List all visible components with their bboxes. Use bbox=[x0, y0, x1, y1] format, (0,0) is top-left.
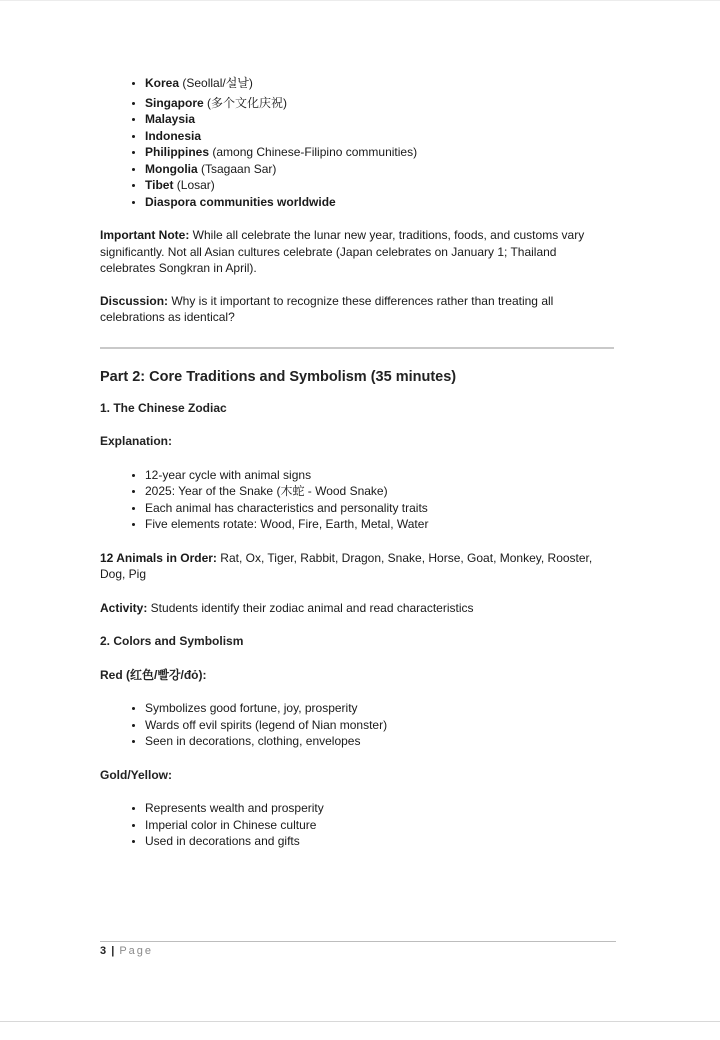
list-item: • Malaysia bbox=[145, 111, 614, 128]
red-bullets bbox=[100, 700, 614, 750]
explanation-label: Explanation: bbox=[100, 434, 173, 448]
part2-heading: Part 2: Core Traditions and Symbolism (35 minutes) bbox=[100, 368, 457, 385]
list-item: • 2025: Year of the Snake (木蛇 - Wood Snake) bbox=[145, 483, 614, 500]
list-item: • Mongolia (Tsagaan Sar) bbox=[145, 161, 614, 178]
gold-bullets bbox=[100, 800, 614, 850]
zodiac-heading: 1. The Chinese Zodiac bbox=[100, 400, 227, 415]
page-number: 3 bbox=[100, 945, 107, 957]
colors-heading: 2. Colors and Symbolism bbox=[100, 634, 244, 648]
zodiac-bullets bbox=[100, 467, 614, 533]
animals-label: 12 Animals in Order: bbox=[100, 550, 217, 565]
list-item: • 12-year cycle with animal signs bbox=[145, 467, 614, 484]
page-word: Page bbox=[119, 945, 154, 957]
list-item: • Five elements rotate: Wood, Fire, Earth, Metal, Water bbox=[145, 516, 614, 533]
discussion-paragraph: Discussion: Why is it important to recognize these differences rather than treating all celebrations as identical? bbox=[100, 293, 554, 324]
gold-label: Gold/Yellow: bbox=[100, 767, 173, 782]
animals-paragraph: 12 Animals in Order: Rat, Ox, Tiger, Rabbit, Dragon, Snake, Horse, Goat, Monkey, Rooster, Dog, Pig bbox=[100, 550, 593, 581]
list-item: • Seen in decorations, clothing, envelopes bbox=[145, 733, 614, 750]
footer-separator: | bbox=[111, 945, 115, 957]
list-item: • Diaspora communities worldwide bbox=[145, 194, 614, 211]
list-item: • Tibet (Losar) bbox=[145, 177, 614, 194]
list-item: • Indonesia bbox=[145, 128, 614, 145]
important-note-label: Important Note: bbox=[100, 228, 190, 242]
important-note-paragraph: Important Note: While all celebrate the lunar new year, traditions, foods, and customs vary significantly. Not all Asian cultures celebrate (Japan celebrates on January 1; Thailand celebrates Songkran in April). bbox=[100, 228, 585, 275]
country-list bbox=[100, 75, 614, 210]
list-item: • Imperial color in Chinese culture bbox=[145, 817, 614, 834]
discussion-label: Discussion: bbox=[100, 293, 169, 308]
list-item: • Singapore (多个文化庆祝) bbox=[145, 95, 614, 112]
list-item: • Korea (Seollal/설날) bbox=[145, 75, 614, 92]
list-item: • Each animal has characteristics and personality traits bbox=[145, 500, 614, 517]
red-label: Red (红色/빨강/đỏ): bbox=[100, 667, 207, 682]
horizontal-divider bbox=[100, 347, 614, 349]
list-item: • Used in decorations and gifts bbox=[145, 833, 614, 850]
list-item: • Wards off evil spirits (legend of Nian monster) bbox=[145, 717, 614, 734]
page-footer bbox=[100, 941, 616, 957]
activity-paragraph: Activity: Students identify their zodiac animal and read characteristics bbox=[100, 600, 474, 615]
page-content bbox=[100, 75, 614, 850]
activity-label: Activity: bbox=[100, 600, 148, 615]
list-item: • Represents wealth and prosperity bbox=[145, 800, 614, 817]
list-item: • Symbolizes good fortune, joy, prosperity bbox=[145, 700, 614, 717]
list-item: • Philippines (among Chinese-Filipino communities) bbox=[145, 144, 614, 161]
